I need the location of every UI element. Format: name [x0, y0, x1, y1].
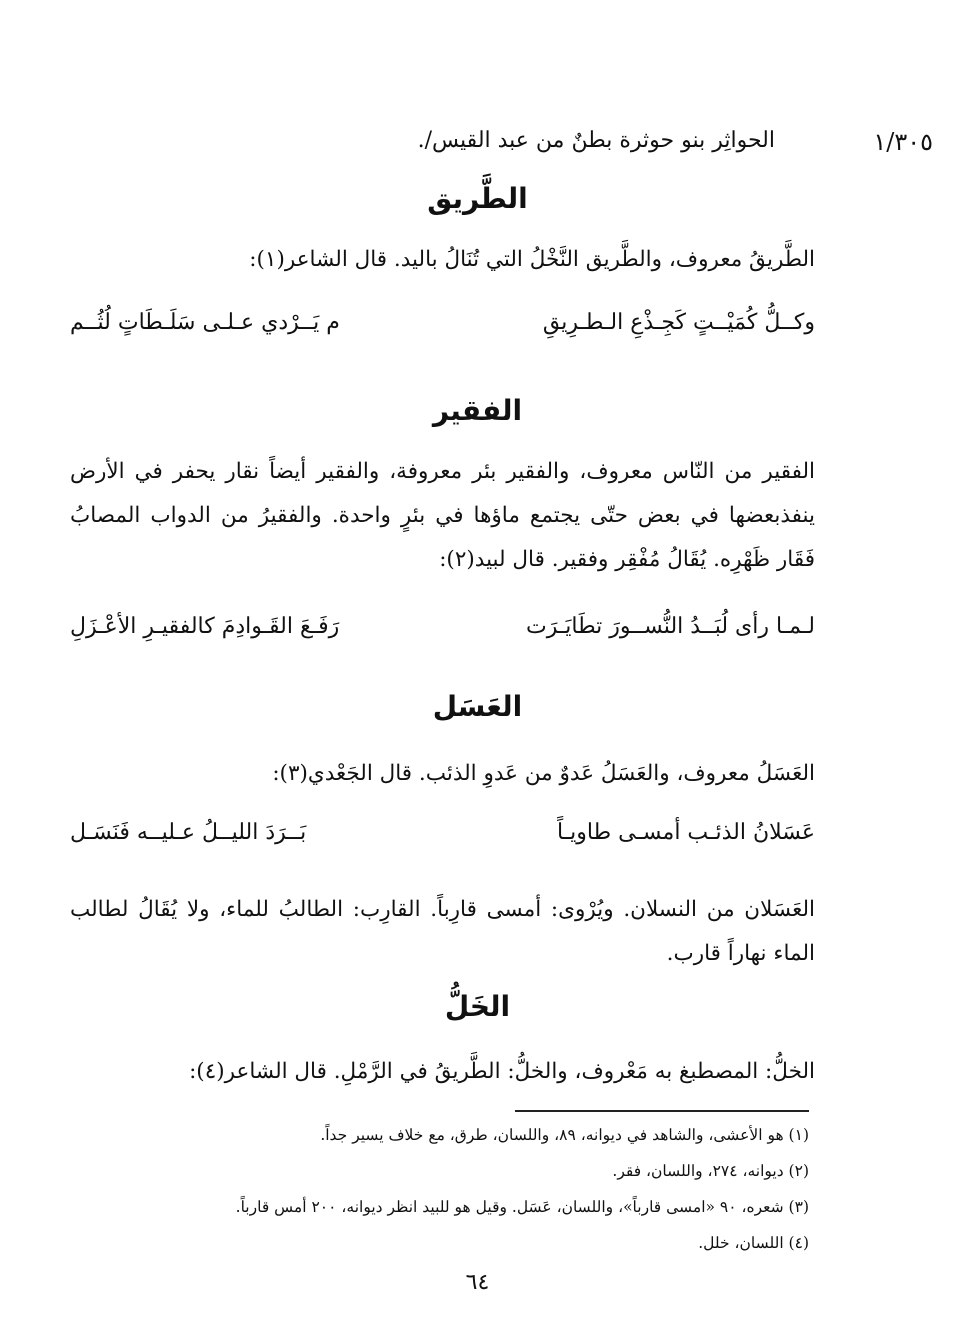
verse-hemistich-right: عَسَلانُ الذئـب أمسـى طاويـاً	[557, 820, 815, 845]
section-paragraph-khall: الخلُّ: المصطبغ به مَعْروف، والخلُّ: الطَّريقُ في الرَّمْلِ. قال الشاعر(٤):	[189, 1059, 815, 1084]
section-heading-khall: الخَلُّ	[444, 990, 511, 1023]
section-heading-asal: العَسَل	[432, 690, 523, 723]
verse-hemistich-left: م يَــرْدي عـلـى سَلَـطَاتٍ لُثُــم	[70, 310, 340, 335]
section-heading-faqir: الفقير	[432, 394, 523, 427]
verse-tariq	[70, 310, 815, 335]
verse-hemistich-left: رَفَـعَ القَـوادِمَ كالفقيـرِ الأعْـزَلِ	[70, 614, 340, 639]
lead-line: الحواثِر بنو حوثرة بطنٌ من عبد القيس/.	[417, 128, 775, 153]
section-paragraph-asal: العَسَلُ معروف، والعَسَلُ عَدوٌ من عَدوِ الذئب. قال الجَعْدي(٣):	[272, 761, 815, 786]
section-paragraph-tariq: الطَّريقُ معروف، والطَّريق النَّخْلُ التي تُنَالُ باليد. قال الشاعر(١):	[249, 247, 815, 272]
verse-hemistich-right: لـمـا رأى لُبَــدُ النُّســورَ تطَايَـرَت	[526, 614, 815, 639]
footnote-2: (٢) ديوانه، ٢٧٤، واللسان، فقر.	[612, 1162, 809, 1180]
section-note-asal: العَسَلان من النسلان. ويُرْوى: أمسى قارِباً. القارِب: الطالبُ للماء، ولا يُقَالُ لطالب الماء نهاراً قارب.	[70, 897, 815, 966]
verse-faqir	[70, 614, 815, 639]
footnote-3: (٣) شعره، ٩٠ «امسى قارباً»، واللسان، عَسَل. وقيل هو للبيد انظر ديوانه، ٢٠٠ أمس قارباً.	[235, 1198, 809, 1216]
footnote-separator	[515, 1110, 809, 1112]
marginal-reference: ١/٣٠٥	[873, 128, 933, 156]
footnote-1: (١) هو الأعشى، والشاهد في ديوانه، ٨٩، واللسان، طرق، مع خلاف يسير جداً.	[320, 1126, 809, 1144]
page-number: ٦٤	[465, 1270, 490, 1295]
footnote-4: (٤) اللسان، خلل.	[698, 1234, 809, 1252]
section-heading-tariq: الطَّريق	[427, 182, 528, 215]
verse-asal	[70, 820, 815, 845]
verse-hemistich-right: وكــلُّ كُمَيْــتٍ كَجِـذْعِ الـطـرِيقِ	[542, 310, 815, 335]
section-paragraph-faqir: الفقير من النّاس معروف، والفقير بئر معروفة، والفقير أيضاً نقار يحفر في الأرض ينفذبعضها في بعض حتّى يجتمع ماؤها في بئرٍ واحدة. والفقيرُ من الدواب المصابُ فَقَار ظَهْرِه. يُقَالُ مُفْقِر وفقير. قال لبيد(٢):	[70, 459, 815, 572]
verse-hemistich-left: بَــرَدَ الليــلُ عـليــه فَنَسَـل	[70, 820, 307, 845]
